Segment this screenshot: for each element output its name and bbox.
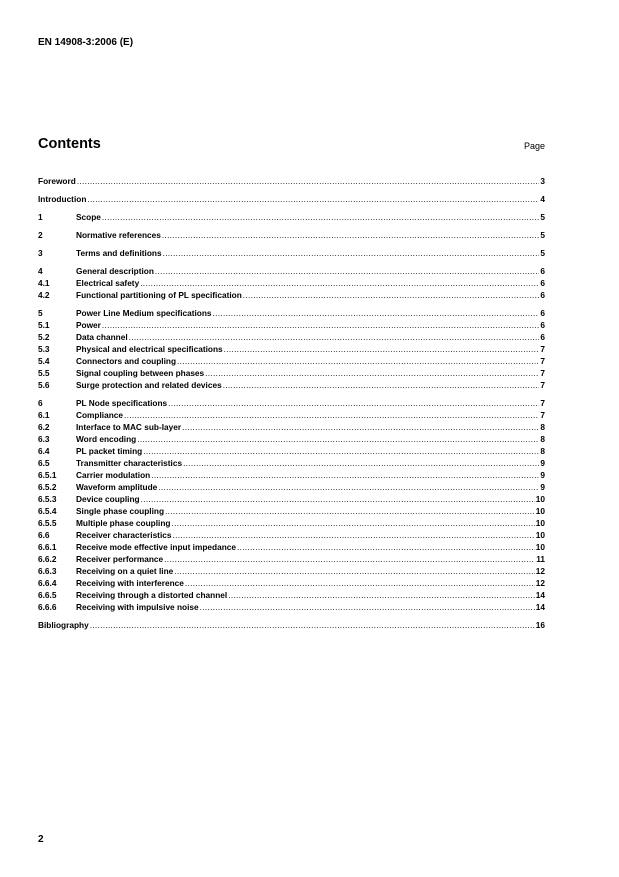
dot-leader [140,277,539,289]
toc-entry-title: Scope [76,212,101,222]
toc-entry-number: 6.6.6 [38,602,57,612]
toc-entry-title: Connectors and coupling [76,356,177,366]
toc-entry-number: 5.2 [38,332,50,342]
toc-entry-page: 8 [540,434,545,444]
toc-entry-page: 10 [535,494,545,504]
toc-entry-number: 5.6 [38,380,50,390]
toc-entry[interactable] [38,565,545,577]
toc-entry[interactable] [38,265,545,277]
toc-entry[interactable] [38,577,545,589]
dot-leader [102,211,539,223]
toc-entry-number: 6.6.2 [38,554,57,564]
toc-entry-title: General description [76,266,154,276]
dot-leader [172,517,535,529]
toc-entry-number: 6.5 [38,458,50,468]
dot-leader [124,409,539,421]
dot-leader [168,397,539,409]
dot-leader [158,481,539,493]
toc-entry-page: 10 [535,542,545,552]
toc-entry-title: Receive mode effective input impedance [76,542,236,552]
toc-entry-number: 6.3 [38,434,50,444]
toc-entry-page: 6 [540,332,545,342]
toc-entry[interactable] [38,289,545,301]
toc-entry[interactable] [38,397,545,409]
toc-entry[interactable] [38,307,545,319]
dot-leader [183,457,539,469]
toc-entry-title: Word encoding [76,434,137,444]
toc-entry-number: 6.5.5 [38,518,57,528]
dot-leader [155,265,539,277]
toc-entry-number: 5.1 [38,320,50,330]
toc-entry-number: 5.4 [38,356,50,366]
toc-entry-title: Receiving through a distorted channel [76,590,228,600]
toc-entry-page: 6 [540,290,545,300]
toc-entry-title: Receiving with interference [76,578,184,588]
toc-entry[interactable] [38,541,545,553]
toc-entry-title: Receiving with impulsive noise [76,602,199,612]
toc-entry[interactable] [38,505,545,517]
dot-leader [163,247,540,259]
toc-entry-title: Receiver characteristics [76,530,172,540]
toc-entry-number: 4 [38,266,43,276]
toc-entry-number: 6.5.3 [38,494,57,504]
page-title: Contents [38,136,101,152]
toc-entry-page: 9 [540,458,545,468]
dot-leader [200,601,535,613]
toc-entry[interactable] [38,601,545,613]
dot-leader [137,433,539,445]
toc-entry-title: Compliance [76,410,124,420]
toc-entry-title: Device coupling [76,494,140,504]
toc-entry-page: 5 [540,248,545,258]
toc-entry-number: 4.2 [38,290,50,300]
toc-entry-title: Multiple phase coupling [76,518,171,528]
toc-entry[interactable] [38,211,545,223]
dot-leader [143,445,539,457]
toc-entry-page: 7 [540,368,545,378]
toc-entry[interactable] [38,589,545,601]
toc-entry-title: Carrier modulation [76,470,151,480]
toc-entry-title: Receiving on a quiet line [76,566,174,576]
toc-entry-page: 16 [535,620,545,630]
toc-entry[interactable] [38,319,545,331]
toc-entry-page: 10 [535,518,545,528]
dot-leader [87,193,539,205]
dot-leader [90,619,535,631]
toc-entry-title: Single phase coupling [76,506,165,516]
toc-entry-page: 14 [535,602,545,612]
document-header: EN 14908-3:2006 (E) [38,37,134,48]
toc-entry[interactable] [38,481,545,493]
toc-entry-title: Foreword [38,176,76,186]
toc-entry-number: 6.2 [38,422,50,432]
toc-entry-title: Interface to MAC sub-layer [76,422,182,432]
toc-entry[interactable] [38,331,545,343]
toc-entry-title: Waveform amplitude [76,482,158,492]
toc-entry-page: 10 [535,506,545,516]
toc-entry-number: 6.6.1 [38,542,57,552]
dot-leader [151,469,539,481]
toc-entry-page: 11 [536,554,545,564]
toc-entry-title: PL Node specifications [76,398,168,408]
toc-entry-page: 5 [540,230,545,240]
dot-leader [243,289,540,301]
toc-entry-number: 6.6.3 [38,566,57,576]
toc-entry-number: 6 [38,398,43,408]
toc-entry-page: 12 [535,566,545,576]
toc-entry-page: 6 [540,320,545,330]
toc-entry-number: 5.5 [38,368,50,378]
dot-leader [177,355,539,367]
toc-entry[interactable] [38,229,545,241]
dot-leader [164,553,535,565]
toc-entry[interactable] [38,619,545,631]
toc-entry-title: Introduction [38,194,87,204]
toc-entry-title: Functional partitioning of PL specification [76,290,242,300]
toc-entry-page: 7 [540,356,545,366]
dot-leader [165,505,535,517]
toc-entry[interactable] [38,409,545,421]
toc-entry-title: Signal coupling between phases [76,368,205,378]
toc-entry-number: 5 [38,308,43,318]
toc-entry-page: 5 [540,212,545,222]
dot-leader [182,421,539,433]
toc-entry-page: 8 [540,422,545,432]
toc-entry[interactable] [38,469,545,481]
toc-entry-number: 5.3 [38,344,50,354]
toc-entry-number: 6.4 [38,446,50,456]
toc-entry-page: 8 [540,446,545,456]
toc-entry[interactable] [38,175,545,187]
toc-entry-number: 1 [38,212,43,222]
toc-entry-title: Transmitter characteristics [76,458,183,468]
toc-entry[interactable] [38,553,545,565]
toc-entry[interactable] [38,247,545,259]
toc-entry[interactable] [38,193,545,205]
toc-entry-title: Normative references [76,230,161,240]
toc-entry-title: Surge protection and related devices [76,380,222,390]
toc-entry-number: 2 [38,230,43,240]
toc-entry-number: 6.6.5 [38,590,57,600]
toc-entry[interactable] [38,343,545,355]
toc-entry[interactable] [38,457,545,469]
toc-entry-page: 7 [540,410,545,420]
toc-entry-title: Physical and electrical specifications [76,344,223,354]
toc-entry-number: 6.5.2 [38,482,57,492]
toc-entry-page: 6 [540,308,545,318]
toc-entry-number: 6.5.4 [38,506,57,516]
toc-entry[interactable] [38,379,545,391]
dot-leader [185,577,535,589]
toc-entry-number: 6.1 [38,410,50,420]
page-column-label: Page [523,141,545,151]
toc-entry-title: Power Line Medium specifications [76,308,212,318]
toc-entry[interactable] [38,517,545,529]
toc-entry-number: 6.6.4 [38,578,57,588]
toc-entry[interactable] [38,367,545,379]
dot-leader [213,307,540,319]
dot-leader [205,367,539,379]
dot-leader [129,331,540,343]
dot-leader [77,175,540,187]
toc-entry[interactable] [38,421,545,433]
toc-entry-page: 7 [540,380,545,390]
toc-entry-page: 10 [535,530,545,540]
toc-entry-number: 6.5.1 [38,470,57,480]
toc-entry-page: 9 [540,482,545,492]
toc-entry-page: 3 [540,176,545,186]
dot-leader [174,565,534,577]
toc-entry-title: Bibliography [38,620,89,630]
toc-entry[interactable] [38,355,545,367]
toc-entry-page: 4 [540,194,545,204]
dot-leader [228,589,535,601]
dot-leader [141,493,535,505]
toc-entry-title: Power [76,320,101,330]
dot-leader [172,529,534,541]
dot-leader [237,541,535,553]
toc-entry-number: 3 [38,248,43,258]
dot-leader [224,343,540,355]
dot-leader [102,319,539,331]
toc-entry[interactable] [38,433,545,445]
toc-entry-number: 6.6 [38,530,50,540]
toc-entry-page: 7 [540,398,545,408]
toc-entry-page: 14 [535,590,545,600]
toc-entry-title: Electrical safety [76,278,140,288]
toc-entry-page: 12 [535,578,545,588]
page-number: 2 [38,834,44,845]
toc-entry[interactable] [38,277,545,289]
toc-entry[interactable] [38,445,545,457]
toc-entry[interactable] [38,529,545,541]
toc-entry-title: Terms and definitions [76,248,162,258]
table-of-contents [38,175,545,631]
toc-entry-page: 6 [540,278,545,288]
toc-entry[interactable] [38,493,545,505]
dot-leader [223,379,540,391]
toc-entry-number: 4.1 [38,278,50,288]
dot-leader [162,229,540,241]
toc-entry-title: Receiver performance [76,554,164,564]
toc-entry-page: 9 [540,470,545,480]
toc-entry-page: 7 [540,344,545,354]
toc-entry-title: PL packet timing [76,446,143,456]
toc-entry-page: 6 [540,266,545,276]
toc-entry-title: Data channel [76,332,128,342]
